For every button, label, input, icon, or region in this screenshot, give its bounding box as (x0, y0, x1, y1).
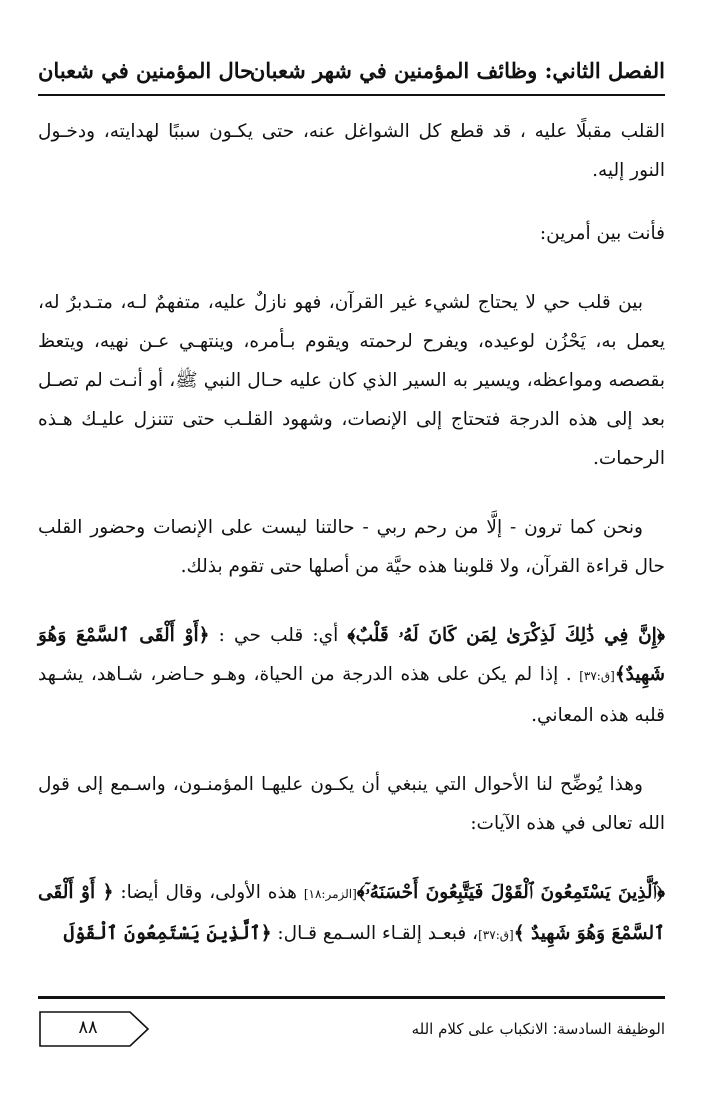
section-title: حال المؤمنين في شعبان (38, 58, 254, 83)
paragraph-5 (38, 616, 665, 735)
footer-rule (38, 996, 665, 999)
paragraph-7 (38, 873, 665, 955)
page-number: ٨٨ (78, 1017, 98, 1038)
quran-verse: ﴿أَوْ أَلْقَى ٱلسَّمْعَ وَهُوَ شَهِيدٌ﴾ (38, 625, 665, 685)
running-header (38, 50, 665, 94)
page-body (38, 112, 665, 955)
paragraph-6: وهذا يُوضِّح لنا الأحوال التي ينبغي أن يكـون عليهـا المؤمنـون، واسـمع إلى قول الله تعالى في هذه الآيات: (38, 774, 665, 834)
paragraph-3: بين قلب حي لا يحتاج لشيء غير القرآن، فهو نازلٌ عليه، متفهمٌ لـه، متـدبرٌ له، يعمل به، يَحْزُن لوعيده، ويفرح لرحمته ويقوم بـأمره، وينتهـي عـن نهيه، ويتعظ بقصصه ومواعظه، ويسير به السير الذي كان عليه حـال النبي ﷺ، أو أنـت لم تصـل بعد إلى هذه الدرجة فتحتاج إلى الإنصات، وشهود القلـب حتى تتنزل عليـك هـذه الرحمات. (38, 292, 665, 469)
footer-title: الوظيفة السادسة: الانكباب على كلام الله (411, 1020, 665, 1038)
quran-verse: ﴿إِنَّ فِي ذَٰلِكَ لَذِكْرَىٰ لِمَن كَانَ لَهُۥ قَلْبٌ﴾ (347, 625, 665, 646)
paragraph-4: ونحن كما ترون - إلَّا من رحم ربي - حالتنا ليست على الإنصات وحضور القلب حال قراءة القرآن، ولا قلوبنا هذه حيَّة من أصلها حتى تقوم بذلك. (38, 517, 665, 577)
paragraph-1: القلب مقبلًا عليه ، قد قطع كل الشواغل عنه، حتى يكـون سببًا لهدايته، ودخـول النور إليه. (38, 121, 665, 181)
chapter-title: الفصل الثاني: وظائف المؤمنين في شهر شعبان (249, 58, 665, 83)
verse-reference: [الزمر:١٨] (303, 887, 357, 901)
paragraph-2: فأنت بين أمرين: (539, 223, 665, 244)
text-run: هذه الأولى، وقال أيضا: (113, 882, 304, 903)
verse-reference: [ق:٣٧] (478, 928, 514, 942)
quran-verse: ﴿ٱلَّذِينَ يَسْتَمِعُونَ ٱلْقَوْلَ فَيَتَّبِعُونَ أَحْسَنَهُۥٓ﴾ (356, 882, 665, 903)
quran-verse: ﴿ٱلَّذِينَ يَسْتَمِعُونَ ٱلْقَوْلَ (63, 923, 272, 944)
running-footer (38, 1008, 665, 1052)
text-run: أي: قلب حي : (209, 625, 348, 646)
quran-verse: ﴿ أَوْ أَلْقَى ٱلسَّمْعَ وَهُوَ شَهِيدٌ ﴾ (38, 882, 665, 944)
verse-reference: [ق:٣٧] (579, 669, 615, 683)
text-run: ، فبعـد إلقـاء السـمع قـال: (271, 923, 479, 944)
page-number-badge (38, 1008, 153, 1050)
text-run: . إذا لم يكن على هذه الدرجة من الحياة، وهـو حـاضر، شـاهد، يشـهد قلبه هذه المعاني. (38, 664, 665, 726)
header-rule (38, 94, 665, 96)
